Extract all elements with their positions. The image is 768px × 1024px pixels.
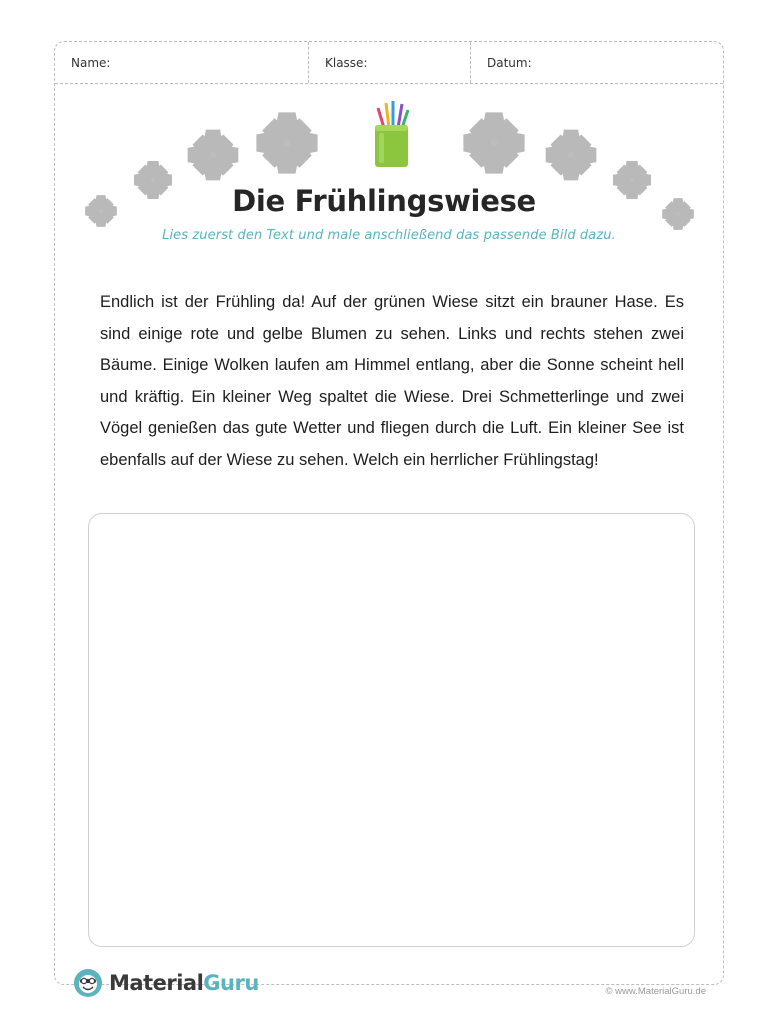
- star-flower-icon: [465, 114, 523, 172]
- star-flower-icon: [189, 131, 237, 179]
- brand-name: [109, 971, 259, 995]
- page-title: Die Frühlingswiese: [232, 184, 536, 218]
- decoration-layer: [0, 0, 768, 260]
- drawing-area[interactable]: [88, 513, 695, 947]
- mascot-logo-icon: [73, 968, 103, 998]
- story-text: Endlich ist der Frühling da! Auf der grünen Wiese sitzt ein brauner Hase. Es sind einige rote und gelbe Blumen zu sehen. Links und rechts stehen zwei Bäume. Einige Wolken laufen am Himmel entlang, aber die Sonne scheint hell und kräftig. Ein kleiner Weg spaltet die Wiese. Drei Schmetterlinge und zwei Vögel genießen das gute Wetter und fliegen durch die Luft. Ein kleiner See ist ebenfalls auf der Wiese zu sehen. Welch ein herrlicher Frühlingstag!: [100, 293, 684, 469]
- instruction-subtitle: Lies zuerst den Text und male anschließend das passende Bild dazu.: [162, 228, 616, 243]
- brand-logo: [73, 968, 259, 998]
- brand-name-part2: Guru: [203, 971, 259, 995]
- date-label: Datum:: [487, 55, 532, 70]
- name-label: Name:: [71, 55, 111, 70]
- star-flower-icon: [258, 114, 316, 172]
- star-flower-icon: [547, 131, 595, 179]
- pencil-cup-icon: [375, 101, 408, 167]
- class-label: Klasse:: [325, 55, 368, 70]
- brand-name-part1: Material: [109, 971, 204, 995]
- copyright-text: © www.MaterialGuru.de: [605, 986, 706, 997]
